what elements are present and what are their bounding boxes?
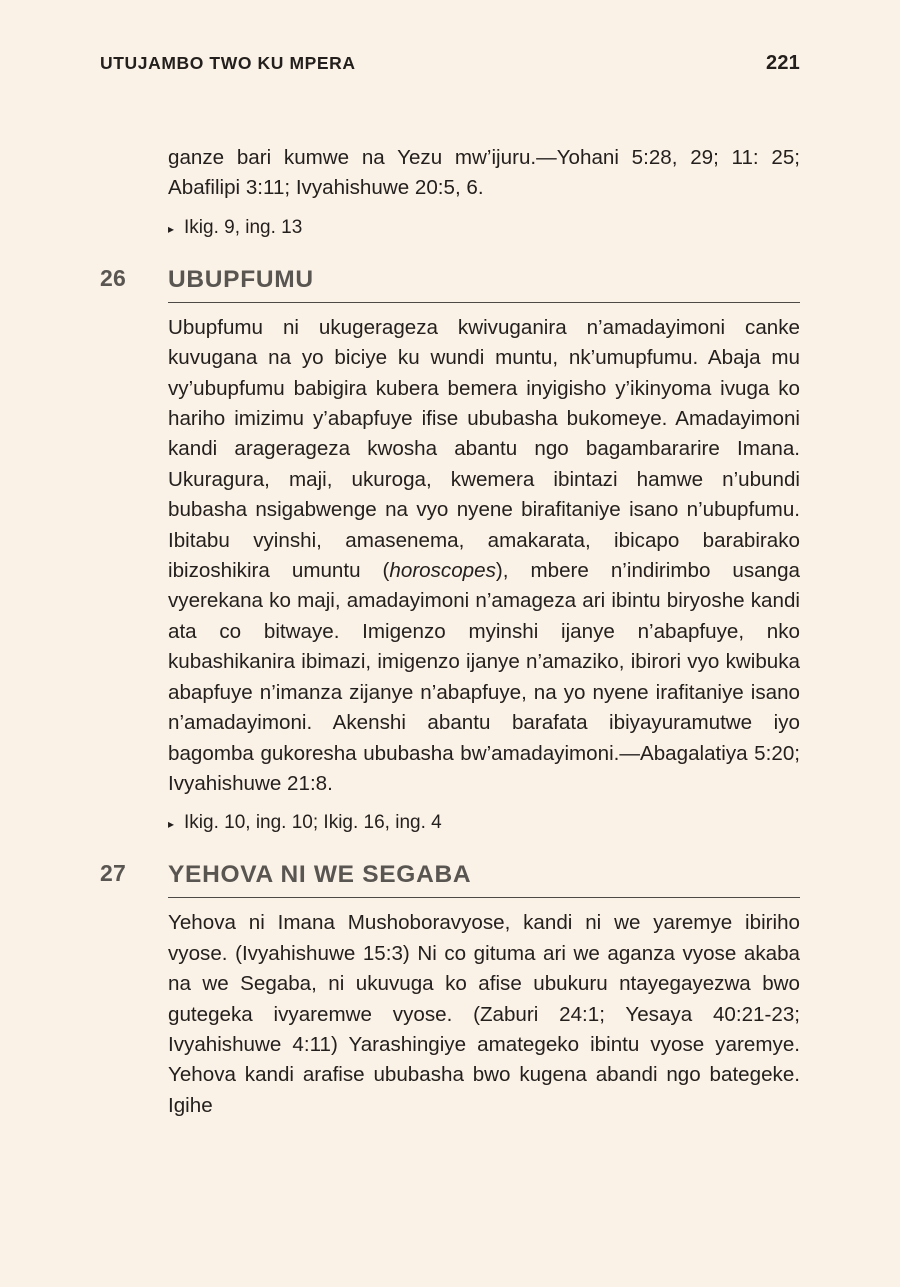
page-content [100, 143, 800, 1121]
continued-paragraph: ganze bari kumwe na Yezu mw’ijuru.—Yohani 5:28, 29; 11: 25; Abafilipi 3:11; Ivyahishuwe 20:5, 6. [168, 146, 800, 200]
running-head [100, 52, 800, 75]
section-26 [100, 264, 800, 839]
section-number: 26 [100, 264, 126, 291]
triangle-bullet-icon: ▸ [168, 817, 175, 832]
section-title: YEHOVA NI WE SEGABA [168, 861, 472, 889]
section-27 [100, 860, 800, 1121]
paragraph-text-part1: Ubupfumu ni ukugerageza kwivuganira n’amadayimoni canke kuvugana na yo biciye ku wundi muntu, nk’umupfumu. Abaja mu vy’ubupfumu babigira kubera bemera inyigisho y’ikinyoma ivuga ko hariho imizimu y’abapfuye ifise ububasha bukomeye. Amadayimoni kandi aragerageza kwosha abantu ngo bagambararire Imana. Ukuragura, maji, ukuroga, kwemera ibintazi hamwe n’ubundi bubasha nsigabwenge na vyo nyene birafitaniye isano n’ubupfumu. Ibitabu vyinshi, amasenema, amakarata, ibicapo barabirako ibizoshikira umuntu ( [168, 315, 800, 583]
study-reference-text: Ikig. 9, ing. 13 [184, 216, 303, 238]
study-reference-line [168, 214, 800, 243]
section-paragraph [168, 908, 800, 1121]
paragraph-text-part1: Yehova ni Imana Mushoboravyose, kandi ni we yaremye ibiriho vyose. (Ivyahishuwe 15:3) Ni co gituma ari we aganza vyose akaba na we Segaba, ni ukuvuga ko afise ubukuru ntayegayezwa bwo gutegeka ivyaremwe vyose. (Zaburi 24:1; Yesaya 40:21-23; Ivyahishuwe 4:11) Yarashingiye amategeko ibintu vyose yaremye. Yehova kandi arafise ububasha bwo kugena abandi ngo bategeke. Igihe [168, 911, 800, 1117]
section-paragraph [168, 313, 800, 800]
paragraph-italic-term: horoscopes [389, 559, 496, 583]
section-rule [168, 897, 800, 898]
section-title: UBUPFUMU [168, 265, 314, 293]
section-heading-row [168, 265, 800, 295]
study-reference-text: Ikig. 10, ing. 10; Ikig. 16, ing. 4 [184, 812, 442, 834]
triangle-bullet-icon: ▸ [168, 221, 175, 236]
section-heading-row [168, 860, 800, 890]
section-rule [168, 302, 800, 303]
running-head-title: UTUJAMBO TWO KU MPERA [100, 53, 356, 73]
page-number: 221 [766, 52, 800, 74]
section-number: 27 [100, 860, 126, 887]
study-reference-line [168, 809, 800, 838]
paragraph-text-part2: ), mbere n’indirimbo usanga vyerekana ko maji, amadayimoni n’amageza ari ibintu biryoshe kandi ata co bitwaye. Imigenzo myinshi ijanye n’abapfuye, nko kubashikanira ibimazi, imigenzo ijanye n’amaziko, ibirori vyo kwibuka abapfuye n’imanza zijanye n’abapfuye, na yo nyene irafitaniye isano n’amadayimoni. Akenshi abantu barafata ibiyayuramutwe iyo bagomba gukoresha ububasha bw’amadayimoni.—Abagalatiya 5:20; Ivyahishuwe 21:8. [168, 559, 800, 795]
